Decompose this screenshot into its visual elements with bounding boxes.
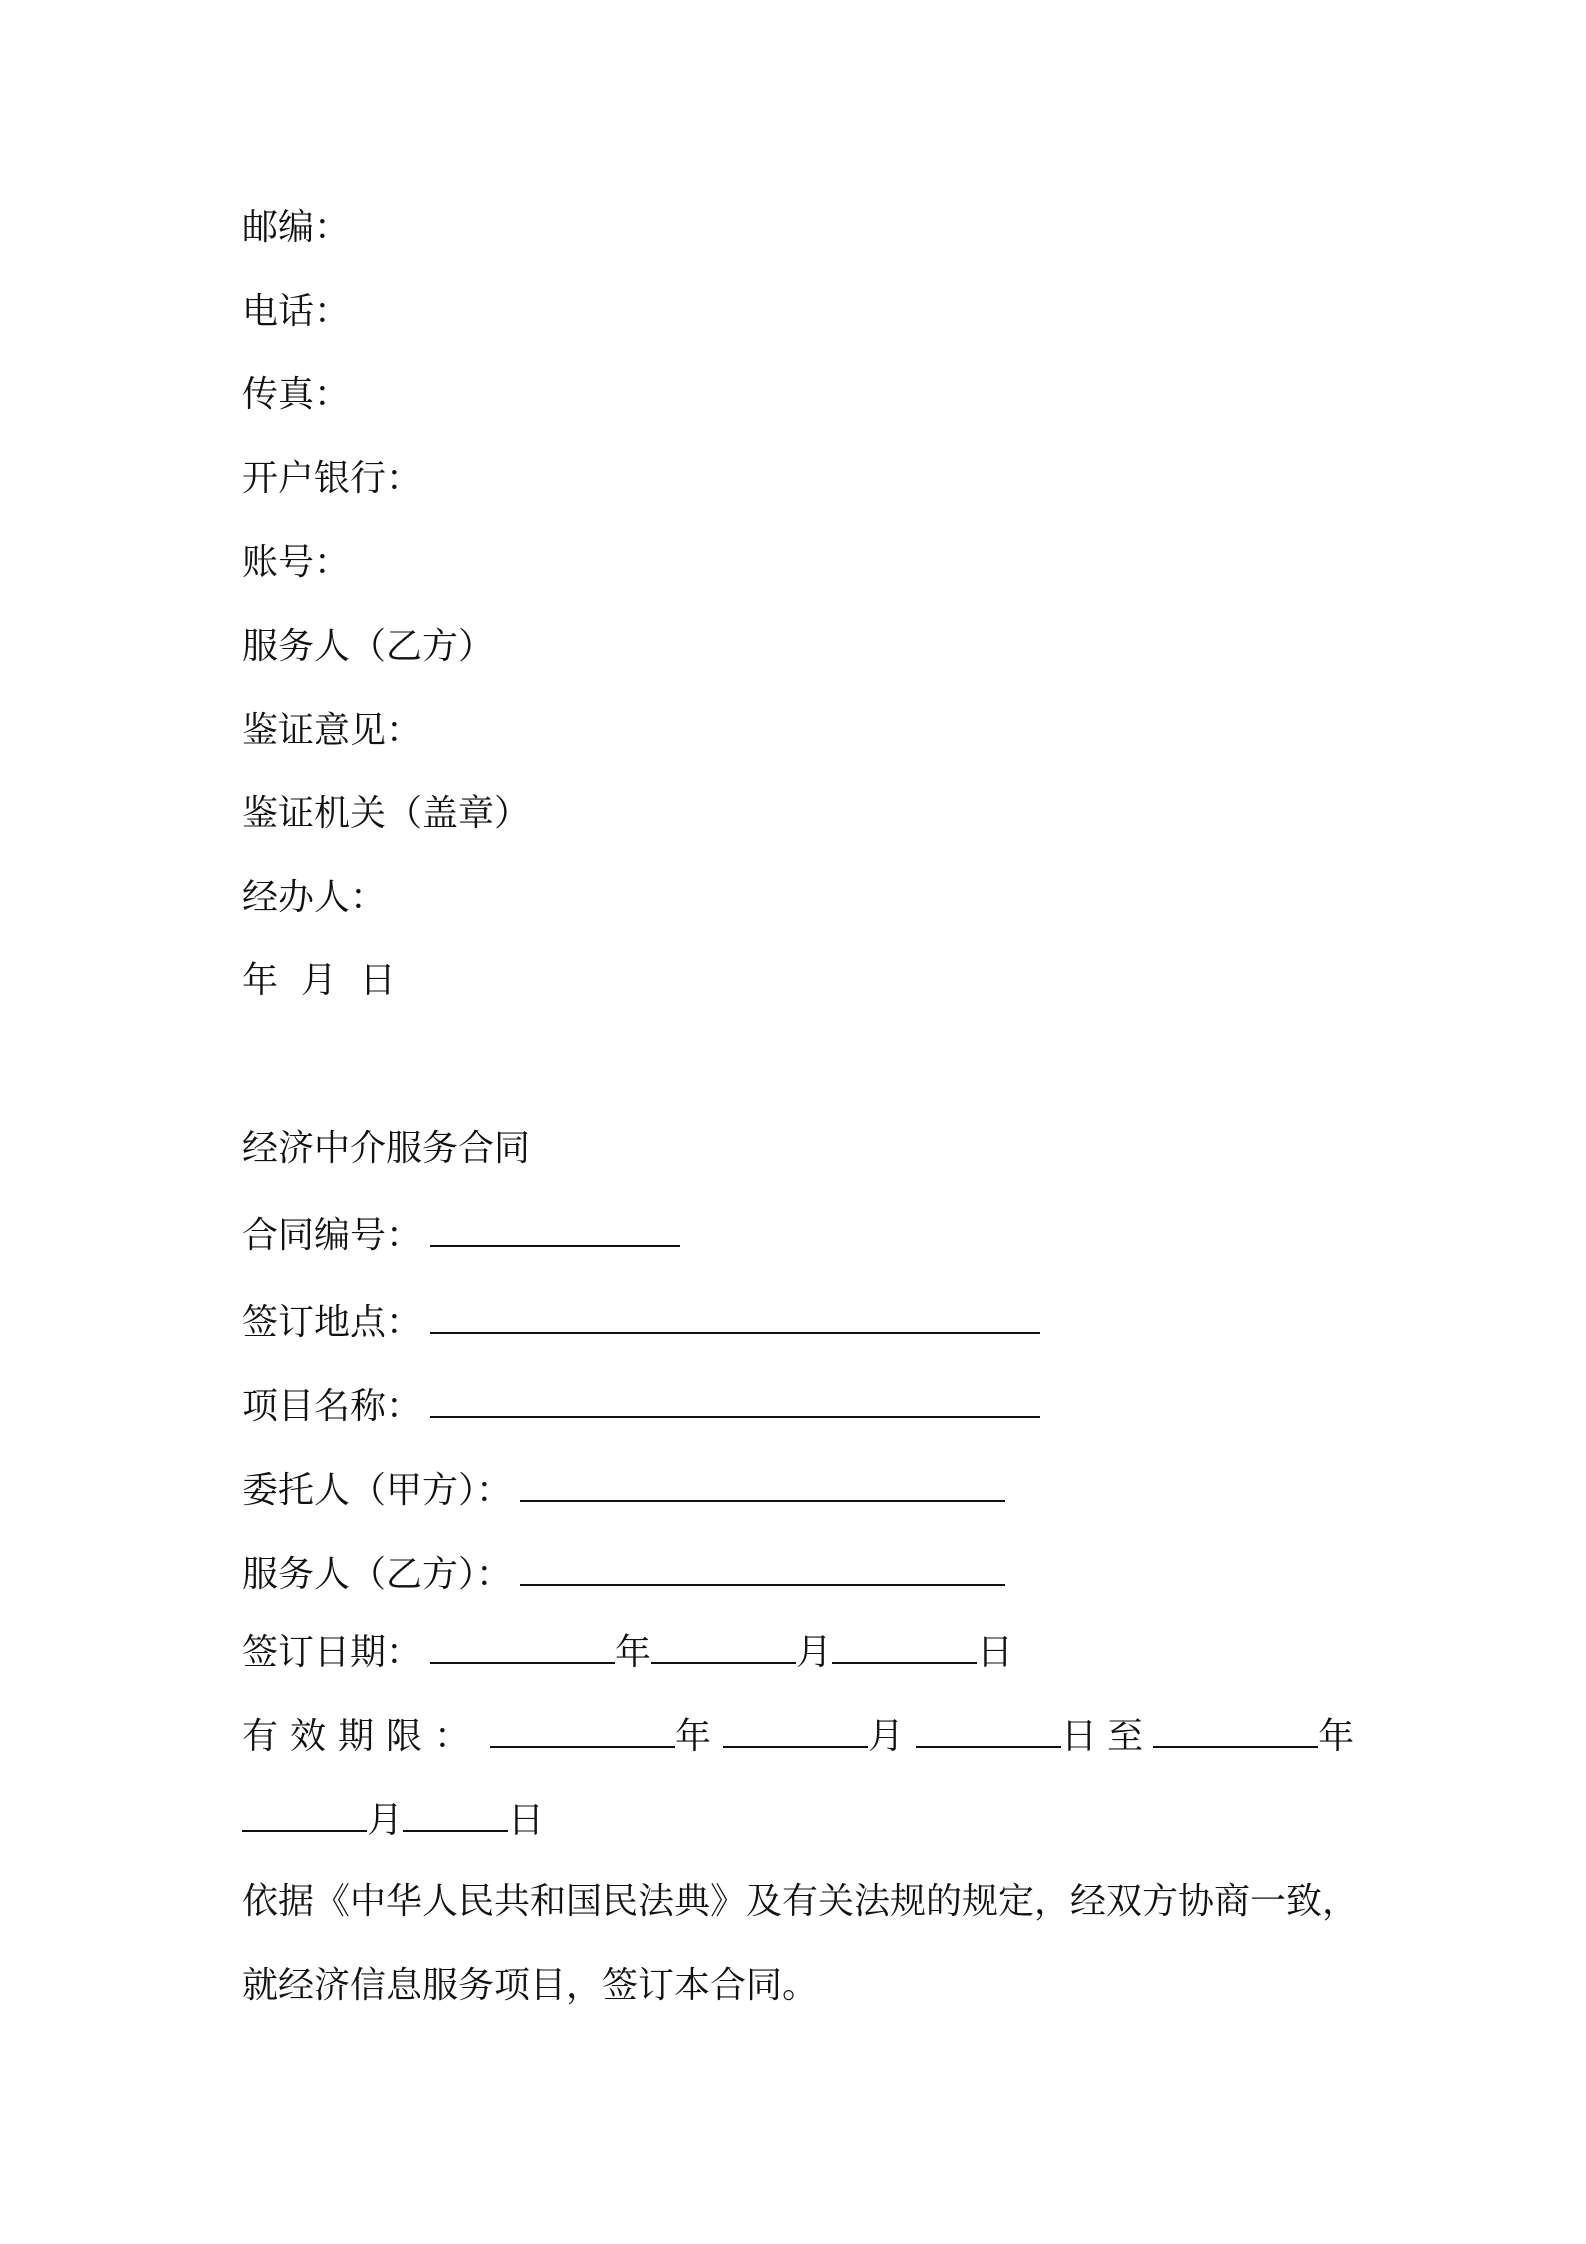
sign-date-label: 签订日期：	[242, 1632, 423, 1673]
fax-label: 传真：	[242, 374, 351, 415]
validity-end-month-blank[interactable]	[242, 1800, 367, 1832]
signing-place-label: 签订地点：	[242, 1302, 423, 1343]
provider-label: 服务人（乙方）：	[242, 1554, 513, 1595]
sign-date-row	[242, 1632, 1013, 1671]
authentication-date: 年 月 日	[242, 960, 396, 1001]
account-label: 账号：	[242, 542, 351, 583]
validity-start-year-blank[interactable]	[490, 1716, 675, 1748]
contract-number-row	[242, 1215, 680, 1254]
preamble-line-1: 依据《中华人民共和国民法典》及有关法规的规定，经双方协商一致，	[242, 1881, 1359, 1922]
provider-row	[242, 1554, 1005, 1593]
authentication-authority-label: 鉴证机关（盖章）	[242, 793, 531, 834]
project-name-label: 项目名称：	[242, 1386, 423, 1427]
party-b-header: 服务人（乙方）	[242, 626, 495, 667]
signing-place-row	[242, 1302, 1040, 1341]
validity-end-month-text: 月	[367, 1800, 404, 1841]
bank-label: 开户银行：	[242, 458, 423, 499]
validity-to-text: 至	[1107, 1716, 1144, 1757]
sign-date-year-text: 年	[615, 1632, 652, 1673]
validity-end-day-blank[interactable]	[403, 1800, 508, 1832]
sign-date-month-text: 月	[796, 1632, 833, 1673]
validity-label: 有效期限：	[242, 1716, 483, 1757]
authentication-opinion-label: 鉴证意见：	[242, 710, 423, 751]
client-row	[242, 1470, 1005, 1509]
project-name-row	[242, 1386, 1040, 1425]
validity-row	[242, 1716, 1354, 1755]
validity-start-day-blank[interactable]	[916, 1716, 1061, 1748]
contract-number-label: 合同编号：	[242, 1215, 423, 1256]
sign-date-day-blank[interactable]	[832, 1632, 977, 1664]
contract-title: 经济中介服务合同	[242, 1128, 531, 1169]
validity-start-day-text: 日	[1061, 1716, 1098, 1757]
postcode-label: 邮编：	[242, 207, 351, 248]
project-name-blank[interactable]	[430, 1386, 1040, 1418]
contract-number-blank[interactable]	[430, 1215, 680, 1247]
validity-end-year-blank[interactable]	[1153, 1716, 1318, 1748]
provider-blank[interactable]	[520, 1554, 1005, 1586]
validity-end-year-text: 年	[1318, 1716, 1355, 1757]
validity-start-month-text: 月	[868, 1716, 905, 1757]
sign-date-day-text: 日	[977, 1632, 1014, 1673]
preamble-line-2: 就经济信息服务项目，签订本合同。	[242, 1965, 819, 2006]
client-label: 委托人（甲方）：	[242, 1470, 513, 1511]
sign-date-year-blank[interactable]	[430, 1632, 615, 1664]
validity-end-day-text: 日	[508, 1800, 545, 1841]
signing-place-blank[interactable]	[430, 1302, 1040, 1334]
handler-label: 经办人：	[242, 877, 387, 918]
sign-date-month-blank[interactable]	[651, 1632, 796, 1664]
validity-row-continued	[242, 1800, 544, 1839]
validity-start-month-blank[interactable]	[723, 1716, 868, 1748]
validity-start-year-text: 年	[675, 1716, 712, 1757]
phone-label: 电话：	[242, 291, 351, 332]
client-blank[interactable]	[520, 1470, 1005, 1502]
